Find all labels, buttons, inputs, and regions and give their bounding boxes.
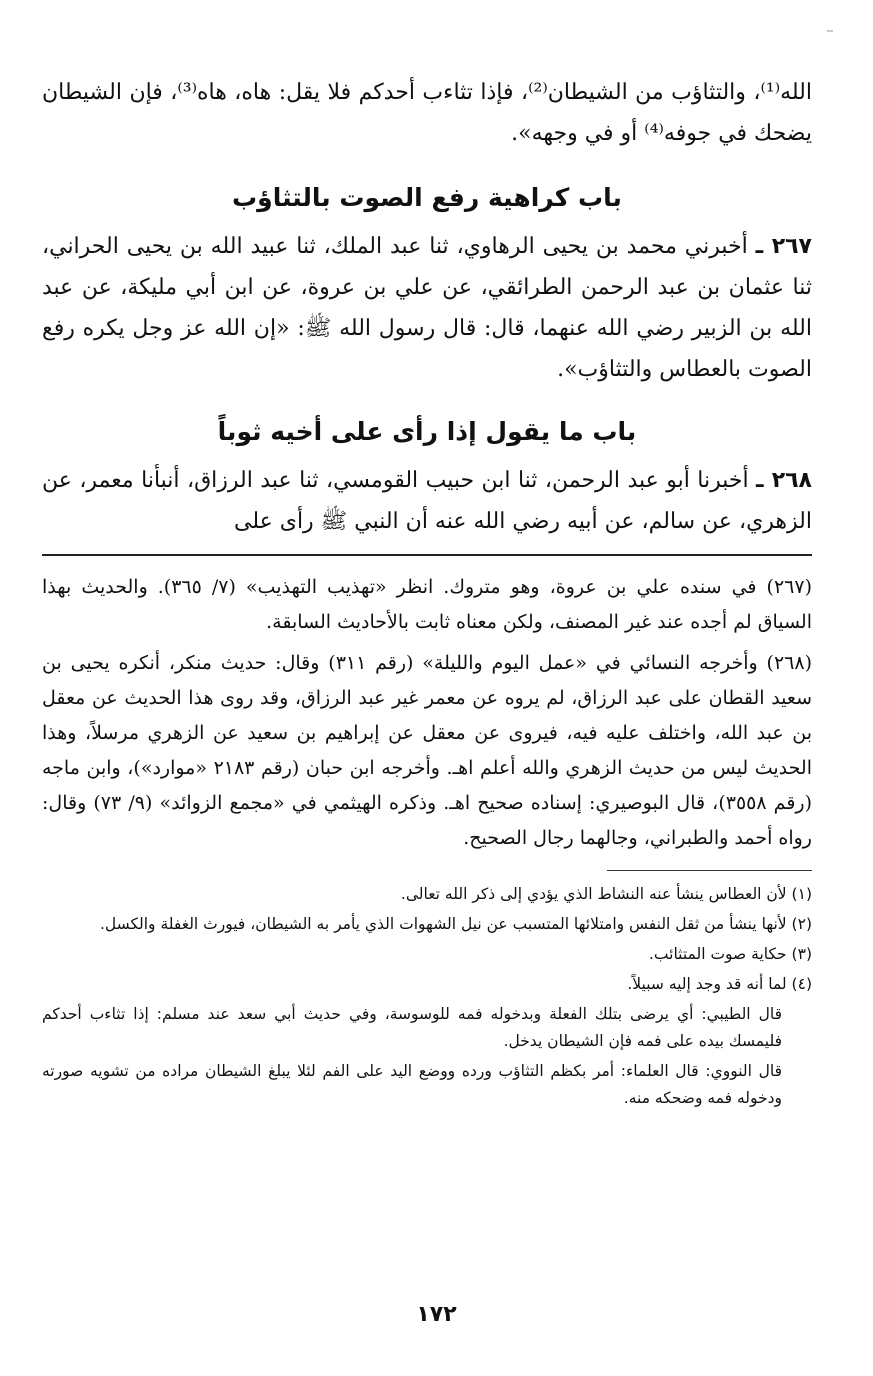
note-4: (٤) لما أنه قد وجد إليه سبيلاً. [627,975,812,993]
note-4-tibi: قال الطيبي: أي يرضى بتلك الفعلة وبدخوله فمه للوسوسة، وفي حديث أبي سعد عند مسلم: إذا تثاءب أحدكم فليمسك بيده على فمه فإن الشيطان يدخل. [42,1005,782,1050]
hadith-267 [42,226,812,390]
takhrij-267-number: (٢٦٧) [766,576,812,598]
note-4-nawawi: قال النووي: قال العلماء: أمر بكظم التثاؤب ورده ووضع اليد على الفم لئلا يبلغ الشيطان مراده من تشويه صورته ودخوله فمه وضحكه منه. [42,1062,782,1107]
takhrij-268 [42,646,812,856]
note-2: (٢) لأنها ينشأ من ثقل النفس وامتلائها المتسبب عن نيل الشهوات الذي يأمر به الشيطان، فيورث الغفلة والكسل. [99,915,812,933]
takhrij-268-text: وأخرجه النسائي في «عمل اليوم والليلة» (رقم ٣١١) وقال: حديث منكر، أنكره يحيى بن سعيد القطان على عبد الرزاق، لم يروه عن معمر غير عبد الرزاق، وقد روى هذا الحديث عن معقل بن عبد الله، واختلف عليه فيه، فيروى عن معقل عن إبراهيم بن سعيد عن الزهري مرسلاً، وهذا الحديث ليس من حديث الزهري والله أعلم اهـ. وأخرجه ابن حبان (رقم ٢١٨٣ «موارد»)، وابن ماجه (رقم ٣٥٥٨)، قال البوصيري: إسناده صحيح اهـ. وذكره الهيثمي في «مجمع الزوائد» (٩/ ٧٣) وقال: رواه أحمد والطبراني، وجالهما رجال الصحيح. [42,652,813,849]
takhrij-268-number: (٢٦٨) [766,652,812,674]
page-content [42,72,812,1115]
notes-separator [607,870,812,871]
note-3: (٣) حكاية صوت المتثائب. [649,945,812,963]
hadith-267-text: أخبرني محمد بن يحيى الرهاوي، ثنا عبد الملك، ثنا عبيد الله بن يحيى الحراني، ثنا عثمان بن عبد الرحمن الطرائقي، عن علي بن عروة، عن ابن أبي مليكة، عن عبد الله بن الزبير رضي الله عنهما، قال: قال رسول الله ﷺ: «إن الله عز وجل يكره رفع الصوت بالعطاس والتثاؤب». [42,234,812,382]
hadith-268 [42,460,812,542]
hadith-267-number: ٢٦٧ ـ [755,234,812,259]
page-number: ١٧٢ [416,1302,457,1327]
hadith-268-number: ٢٦٨ ـ [756,468,812,493]
takhrij-267 [42,570,812,640]
chapter-heading-garment: باب ما يقول إذا رأى على أخيه ثوباً [217,417,637,446]
intro-paragraph: الله⁽¹⁾، والتثاؤب من الشيطان⁽²⁾، فإذا تثاءب أحدكم فلا يقل: هاه، هاه⁽³⁾، فإن الشيطان يضحك في جوفه⁽⁴⁾ أو في وجهه». [42,80,812,146]
main-separator [42,554,812,556]
chapter-heading-raising-voice: باب كراهية رفع الصوت بالتثاؤب [232,183,622,212]
scan-mark [827,30,833,32]
hadith-268-text: أخبرنا أبو عبد الرحمن، ثنا ابن حبيب القومسي، ثنا عبد الرزاق، أنبأنا معمر، عن الزهري، عن سالم، عن أبيه رضي الله عنه أن النبي ﷺ رأى على [42,468,812,534]
takhrij-267-text: في سنده علي بن عروة، وهو متروك. انظر «تهذيب التهذيب» (٧/ ٣٦٥). والحديث بهذا السياق لم أجده عند غير المصنف، ولكن معناه ثابت بالأحاديث السابقة. [42,576,812,633]
note-1: (١) لأن العطاس ينشأ عنه النشاط الذي يؤدي إلى ذكر الله تعالى. [400,885,812,903]
